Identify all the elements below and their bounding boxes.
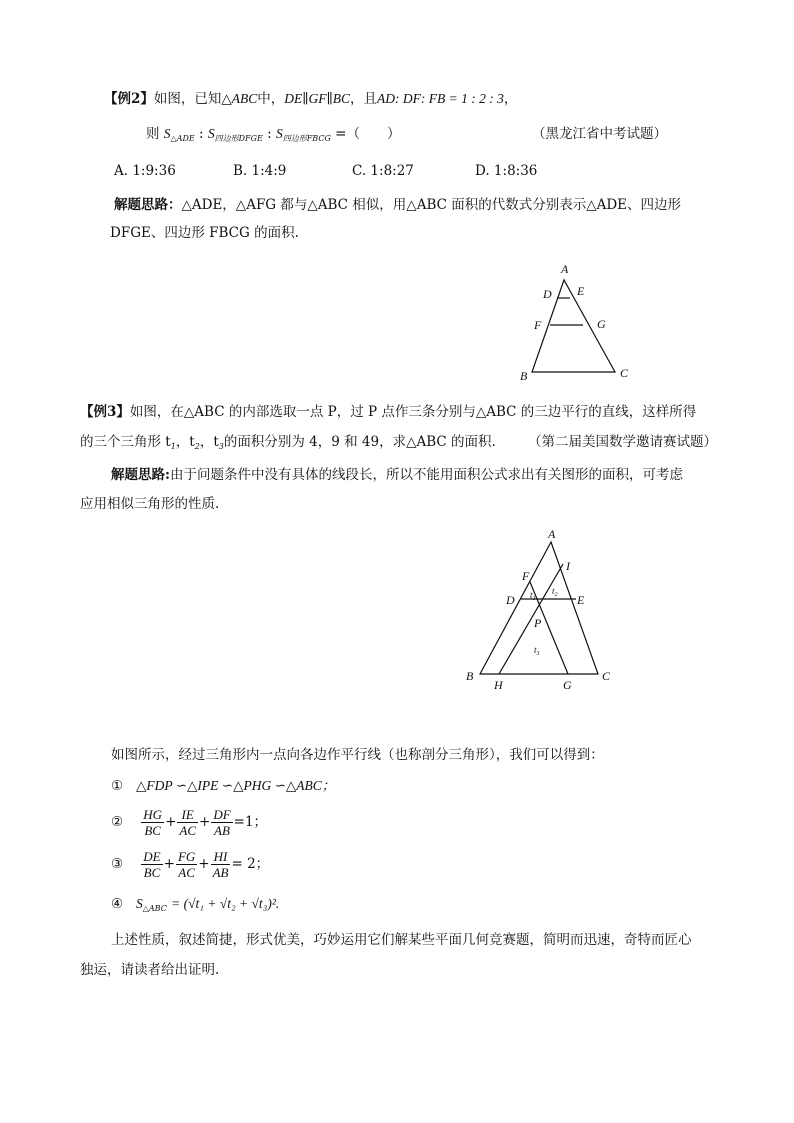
fig2-label-i: I [566,559,570,573]
fig1-label-g: G [597,317,606,331]
closing-text-cont: 独运，请读者给出证明. [80,962,220,978]
prop-3: ③ $\frac{DE}{BC}$ + $\frac{FG}{AC}$ + $\frac{HI}{AB}$ = 2； [111,849,270,880]
ex2-hint: 解题思路：△ADE，△AFG 都与△ABC 相似，用△ABC 面积的代数式分别表示△ADE、四边形 [114,197,682,213]
ex3-hint: 解题思路:由于问题条件中没有具体的线段长，所以不能用面积公式求出有关图形的面积，可考虑 [111,467,683,483]
ex3-statement-cont: 的三个三角形 $t_1$，$t_2$，$t_3$的面积分别为 4，9 和 49，求△ABC 的面积. [80,434,496,451]
ex2-option-c: C. 1:8:27 [352,163,414,179]
ex3-statement: 【例3】如图，在△ABC 的内部选取一点 P，过 P 点作三条分别与△ABC 的三边平行的直线，这样所得 [80,404,697,420]
closing-text: 上述性质，叙述简捷，形式优美，巧妙运用它们解某些平面几何竞赛题，简明而迅速，奇特而匠心 [111,932,692,948]
fig1-label-a: A [561,262,569,276]
fig2-label-b: B [466,669,474,683]
ex2-option-b: B. 1:4:9 [233,163,287,179]
ex3-hint-cont: 应用相似三角形的性质. [80,496,220,512]
fig2-label-e: E [577,593,585,607]
fig1-label-e: E [577,284,585,298]
fig1-label-b: B [520,369,528,383]
fig1-label-d: D [543,287,552,301]
fig2-label-t1: $t_1$ [530,590,536,602]
fig1-label-f: F [534,318,542,332]
ex2-question: 则 $S_{\triangle ADE}$ : $S_{四边形DFGE}$ : $S_{四边形FBCG}$ =（ ） [146,126,401,143]
ex3-hint-label: 解题思路: [111,467,170,483]
ex2-source: （黑龙江省中考试题） [532,126,667,142]
ex3-tag: 【例3】 [80,404,130,420]
fig2-label-c: C [602,669,611,683]
ex3-source: （第二届美国数学邀请赛试题） [528,434,717,450]
fig2-label-d: D [506,593,515,607]
prop-1: ① △FDP ∽△IPE ∽△PHG ∽△ABC； [111,778,336,794]
fig2-label-t2: $t_2$ [552,586,558,598]
ex2-tag: 【例2】 [104,91,154,107]
fig2-label-g: G [563,678,572,692]
ex2-statement: 【例2】如图，已知△ABC中，DE∥GF∥BC，且AD: DF: FB = 1 : 2 : 3， [104,91,518,107]
fig2-label-h: H [494,678,503,692]
ex3-triangle-figure [460,530,620,695]
ex2-option-a: A. 1:9:36 [114,163,176,179]
prop-4: ④ $S_{\triangle ABC} = (√t_1 + √t_2 + √t_3)^2$. [111,896,280,913]
props-intro: 如图所示，经过三角形内一点向各边作平行线（也称剖分三角形），我们可以得到： [111,747,604,763]
ex2-triangle-figure [510,258,640,384]
fig2-label-p: P [534,616,542,630]
fig1-label-c: C [620,366,629,380]
ex2-option-d: D. 1:8:36 [475,163,538,179]
ex2-hint-cont: DFGE、四边形 FBCG 的面积. [110,225,299,241]
prop-2: ② $\frac{HG}{BC}$ + $\frac{IE}{AC}$ + $\frac{DF}{AB}$ =1； [111,807,268,838]
fig2-label-f: F [522,569,530,583]
fig2-label-a: A [548,530,556,541]
fig2-label-t3: $t_3$ [534,645,540,657]
ex2-hint-label: 解题思路： [114,197,182,213]
